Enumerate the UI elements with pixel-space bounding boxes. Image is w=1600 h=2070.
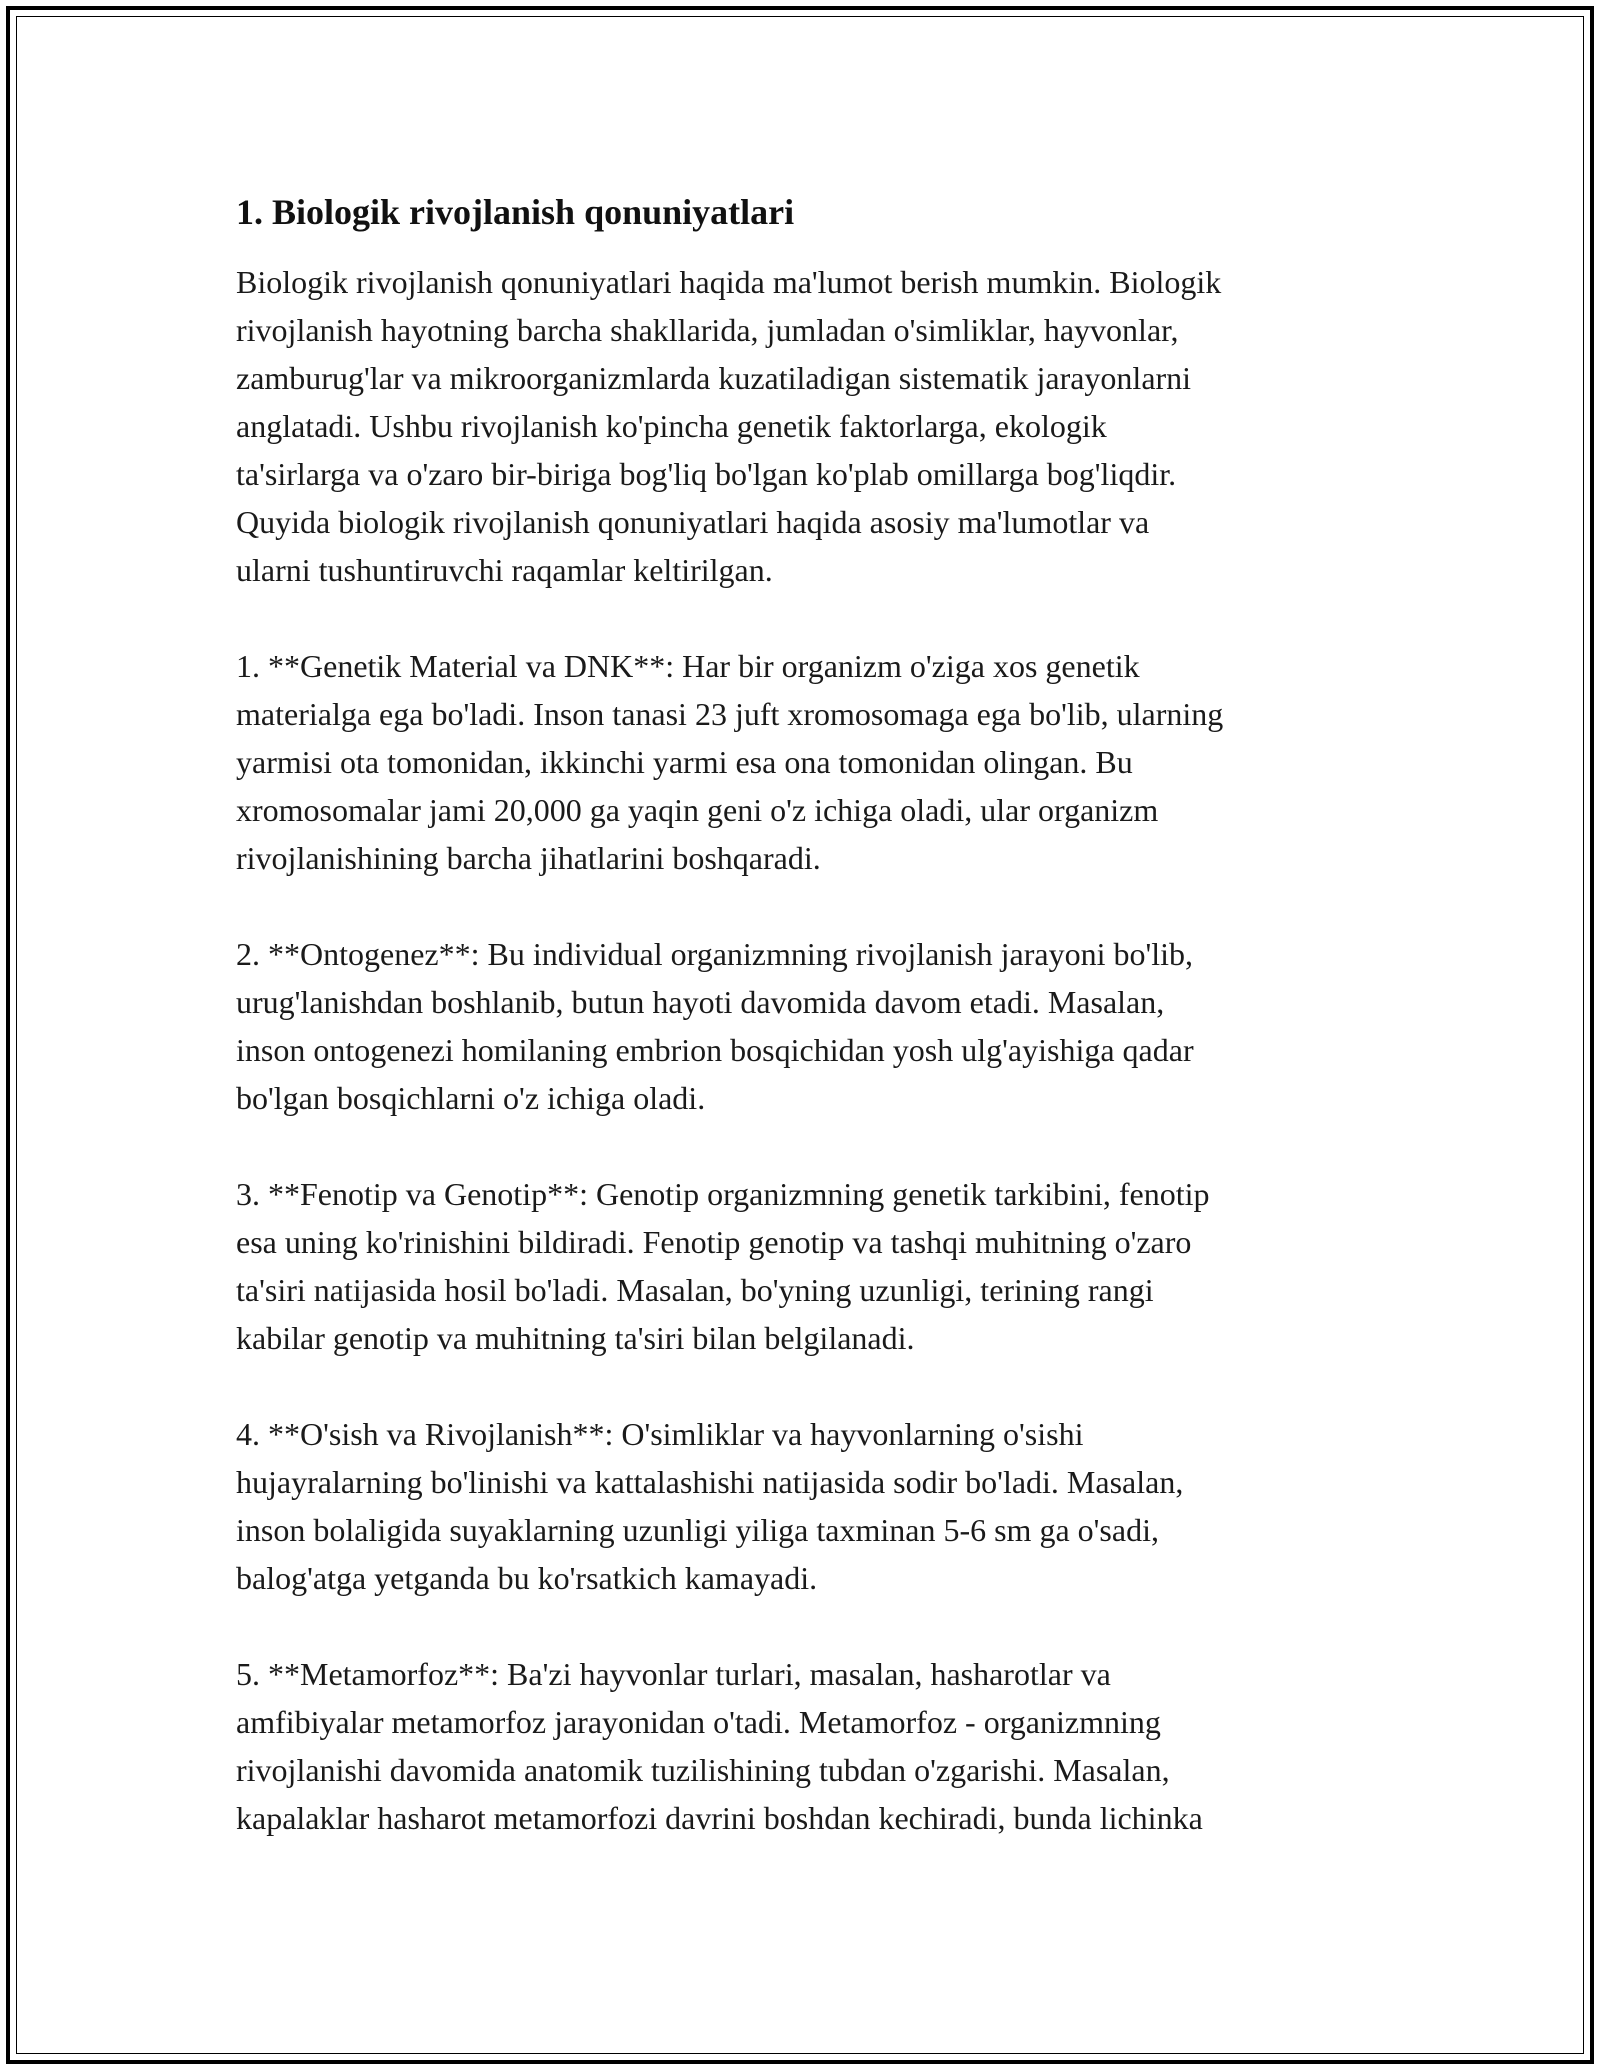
list-item-genetic-material <box>236 642 1386 882</box>
text-line: kapalaklar hasharot metamorfozi davrini boshdan kechiradi, bunda lichinka <box>236 1800 1203 1836</box>
text-line: bo'lgan bosqichlarni o'z ichiga oladi. <box>236 1080 706 1116</box>
text-line: 2. **Ontogenez**: Bu individual organizmning rivojlanish jarayoni bo'lib, <box>236 936 1194 972</box>
document-body <box>236 188 1386 1890</box>
text-line: anglatadi. Ushbu rivojlanish ko'pincha genetik faktorlarga, ekologik <box>236 408 1107 444</box>
text-line: Biologik rivojlanish qonuniyatlari haqida ma'lumot berish mumkin. Biologik <box>236 264 1222 300</box>
text-line: 3. **Fenotip va Genotip**: Genotip organizmning genetik tarkibini, fenotip <box>236 1176 1210 1212</box>
text-line: ta'siri natijasida hosil bo'ladi. Masalan, bo'yning uzunligi, terining rangi <box>236 1272 1154 1308</box>
text-line: rivojlanishining barcha jihatlarini boshqaradi. <box>236 840 821 876</box>
text-line: rivojlanish hayotning barcha shakllarida, jumladan o'simliklar, hayvonlar, <box>236 312 1179 348</box>
text-line: inson bolaligida suyaklarning uzunligi yiliga taxminan 5-6 sm ga o'sadi, <box>236 1512 1159 1548</box>
text-line: rivojlanishi davomida anatomik tuzilishining tubdan o'zgarishi. Masalan, <box>236 1752 1170 1788</box>
text-line: esa uning ko'rinishini bildiradi. Fenotip genotip va tashqi muhitning o'zaro <box>236 1224 1192 1260</box>
text-line: xromosomalar jami 20,000 ga yaqin geni o'z ichiga oladi, ular organizm <box>236 792 1159 828</box>
intro-paragraph <box>236 258 1386 594</box>
text-line: Quyida biologik rivojlanish qonuniyatlari haqida asosiy ma'lumotlar va <box>236 504 1150 540</box>
text-line: balog'atga yetganda bu ko'rsatkich kamayadi. <box>236 1560 818 1596</box>
section-heading: 1. Biologik rivojlanish qonuniyatlari <box>236 192 795 232</box>
text-line: materialga ega bo'ladi. Inson tanasi 23 juft xromosomaga ega bo'lib, ularning <box>236 696 1224 732</box>
text-line: 4. **O'sish va Rivojlanish**: O'simliklar va hayvonlarning o'sishi <box>236 1416 1084 1452</box>
text-line: hujayralarning bo'linishi va kattalashishi natijasida sodir bo'ladi. Masalan, <box>236 1464 1184 1500</box>
text-line: kabilar genotip va muhitning ta'siri bilan belgilanadi. <box>236 1320 915 1356</box>
text-line: yarmisi ota tomonidan, ikkinchi yarmi esa ona tomonidan olingan. Bu <box>236 744 1133 780</box>
text-line: 5. **Metamorfoz**: Ba'zi hayvonlar turlari, masalan, hasharotlar va <box>236 1656 1111 1692</box>
text-line: zamburug'lar va mikroorganizmlarda kuzatiladigan sistematik jarayonlarni <box>236 360 1192 396</box>
text-line: amfibiyalar metamorfoz jarayonidan o'tadi. Metamorfoz - organizmning <box>236 1704 1161 1740</box>
list-item-osish-rivojlanish <box>236 1410 1386 1602</box>
text-line: inson ontogenezi homilaning embrion bosqichidan yosh ulg'ayishiga qadar <box>236 1032 1194 1068</box>
text-line: ta'sirlarga va o'zaro bir-biriga bog'liq bo'lgan ko'plab omillarga bog'liqdir. <box>236 456 1177 492</box>
text-line: 1. **Genetik Material va DNK**: Har bir organizm o'ziga xos genetik <box>236 648 1140 684</box>
text-line: urug'lanishdan boshlanib, butun hayoti davomida davom etadi. Masalan, <box>236 984 1165 1020</box>
list-item-ontogenez <box>236 930 1386 1122</box>
list-item-fenotip-genotip <box>236 1170 1386 1362</box>
text-line: ularni tushuntiruvchi raqamlar keltirilgan. <box>236 552 773 588</box>
list-item-metamorfoz <box>236 1650 1386 1842</box>
